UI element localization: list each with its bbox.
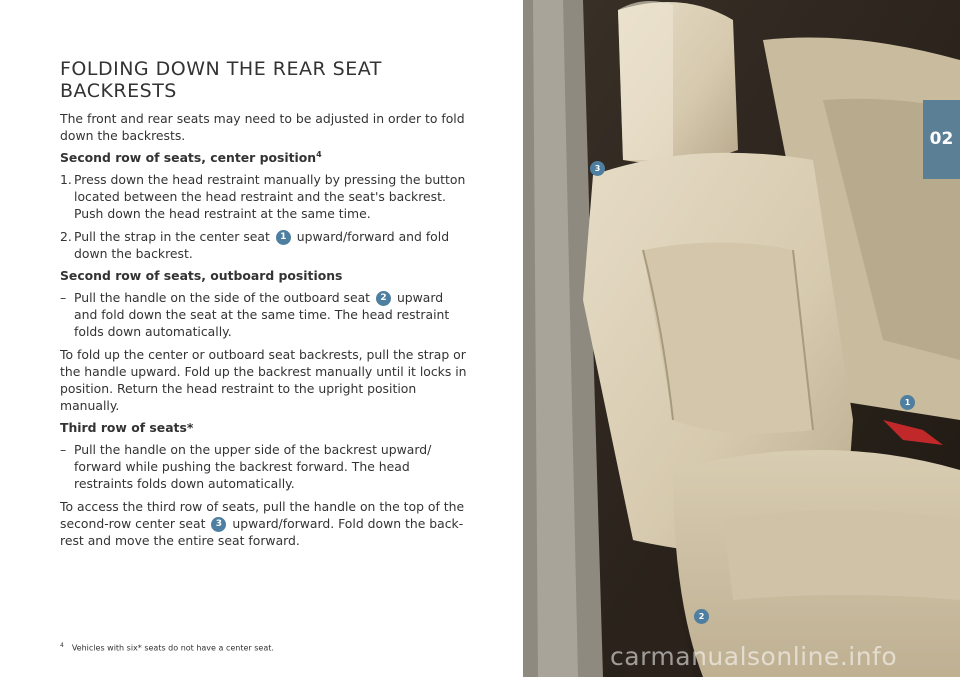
footnote-ref: 4 xyxy=(316,150,322,159)
access-paragraph: To access the third row of seats, pull the handle on the top of the second-row center seat 3 upward/forward. Fold down the back- rest and move the entire seat forward. xyxy=(60,499,465,549)
seat-photo xyxy=(523,0,960,677)
page-title: FOLDING DOWN THE REAR SEAT BACKRESTS xyxy=(60,58,382,102)
watermark: carmanualsonline.info xyxy=(610,642,898,671)
step-2: 2. Pull the strap in the center seat 1 upward/forward and fold down the backrest. xyxy=(60,229,450,262)
seat-photo-illustration xyxy=(523,0,960,677)
step-number: 1. xyxy=(60,172,72,188)
bullet-outboard: – Pull the handle on the side of the outboard seat 2 upward and fold down the seat at the same time. The head restraint folds down automatically. xyxy=(60,290,450,340)
step-text: Press down the head restraint manually by pressing the button located between the head restraint and the seat's backrest. Push down the head restraint at the same time. xyxy=(74,172,466,222)
photo-callout-1: 1 xyxy=(900,395,915,410)
fold-up-paragraph: To fold up the center or outboard seat backrests, pull the strap or the handle upward. Fold up the backrest manually until it locks in position. Return the head restraint to the upright position manually. xyxy=(60,347,467,414)
callout-badge-3: 3 xyxy=(211,517,226,532)
dash-bullet-icon: – xyxy=(60,290,67,306)
step-1 xyxy=(60,171,470,222)
callout-badge-1: 1 xyxy=(276,230,291,245)
step-number: 2. xyxy=(60,229,72,245)
photo-callout-2: 2 xyxy=(694,609,709,624)
footnote-number: 4 xyxy=(60,642,64,649)
footnote: $^4$ Vehicles with six* seats do not have a center seat. xyxy=(60,642,274,653)
intro-paragraph: The front and rear seats may need to be adjusted in order to fold down the backrests. xyxy=(60,111,465,143)
main-text-column xyxy=(60,58,470,555)
bullet-third-row: – Pull the handle on the upper side of the backrest upward/ forward while pushing the backrest forward. The head restraints folds down automatically. xyxy=(60,442,432,492)
section-heading-outboard: Second row of seats, outboard positions xyxy=(60,268,343,284)
photo-callout-3: 3 xyxy=(590,161,605,176)
callout-badge-2: 2 xyxy=(376,291,391,306)
chapter-tab[interactable]: 02 xyxy=(923,100,960,179)
section-heading-third-row: Third row of seats* xyxy=(60,420,194,436)
section-heading-center: Second row of seats, center position$^4$ xyxy=(60,150,322,166)
dash-bullet-icon: – xyxy=(60,442,67,458)
